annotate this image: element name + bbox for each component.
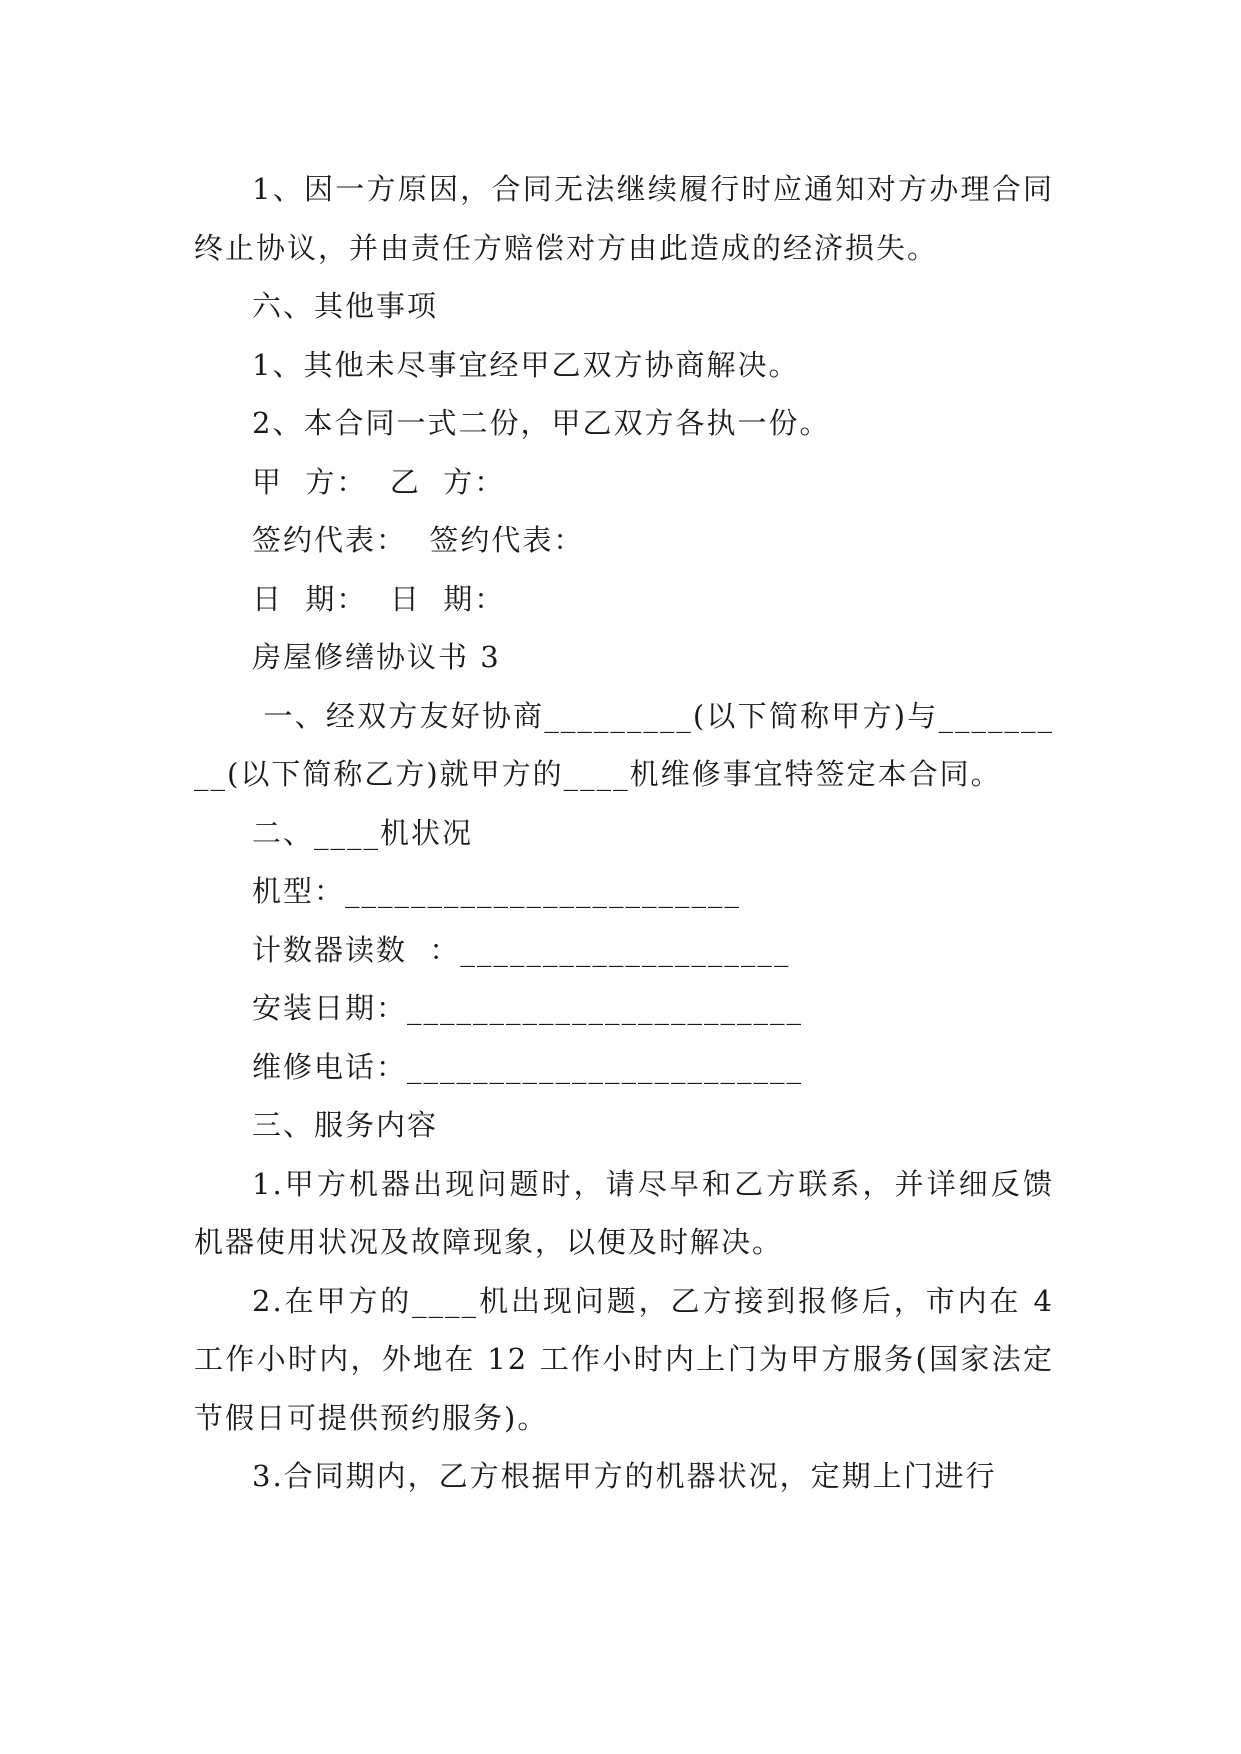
clause-other-matters-2: 2、本合同一式二份，甲乙双方各执一份。 bbox=[252, 406, 831, 440]
section-heading-service-content: 三、服务内容 bbox=[252, 1108, 439, 1142]
signature-dates: 日 期： 日 期： bbox=[252, 581, 506, 616]
field-install-date: 安装日期：________________________ bbox=[252, 991, 804, 1025]
service-clause-1: 1.甲方机器出现问题时，请尽早和乙方联系，并详细反馈机器使用状况及故障现象，以便及时解决。 bbox=[194, 1166, 1054, 1259]
document-title-3: 房屋修缮协议书 3 bbox=[252, 640, 501, 674]
service-clause-2: 2.在甲方的____机出现问题，乙方接到报修后，市内在 4 工作小时内，外地在 12 工作小时内上门为甲方服务(国家法定节假日可提供预约服务)。 bbox=[194, 1283, 1066, 1435]
field-counter-reading: 计数器读数 ：____________________ bbox=[252, 932, 791, 967]
signature-parties: 甲 方： 乙 方： bbox=[252, 464, 506, 499]
clause-breach-compensation: 1、因一方原因，合同无法继续履行时应通知对方办理合同终止协议，并由责任方赔偿对方由此造成的经济损失。 bbox=[194, 172, 1054, 265]
document-body bbox=[194, 160, 1066, 1506]
service-clause-3: 3.合同期内，乙方根据甲方的机器状况，定期上门进行 bbox=[252, 1459, 997, 1493]
section-heading-other-matters: 六、其他事项 bbox=[252, 289, 439, 323]
section-one-agreement: 一、经双方友好协商_________(以下简称甲方)与_________(以下简称乙方)就甲方的____机维修事宜特签定本合同。 bbox=[194, 698, 1054, 791]
section-heading-machine-status: 二、____机状况 bbox=[252, 815, 474, 850]
field-repair-phone: 维修电话：________________________ bbox=[252, 1049, 804, 1084]
signature-representatives: 签约代表： 签约代表： bbox=[252, 523, 585, 557]
clause-other-matters-1: 1、其他未尽事宜经甲乙双方协商解决。 bbox=[252, 347, 800, 382]
field-machine-model: 机型：________________________ bbox=[252, 874, 742, 908]
